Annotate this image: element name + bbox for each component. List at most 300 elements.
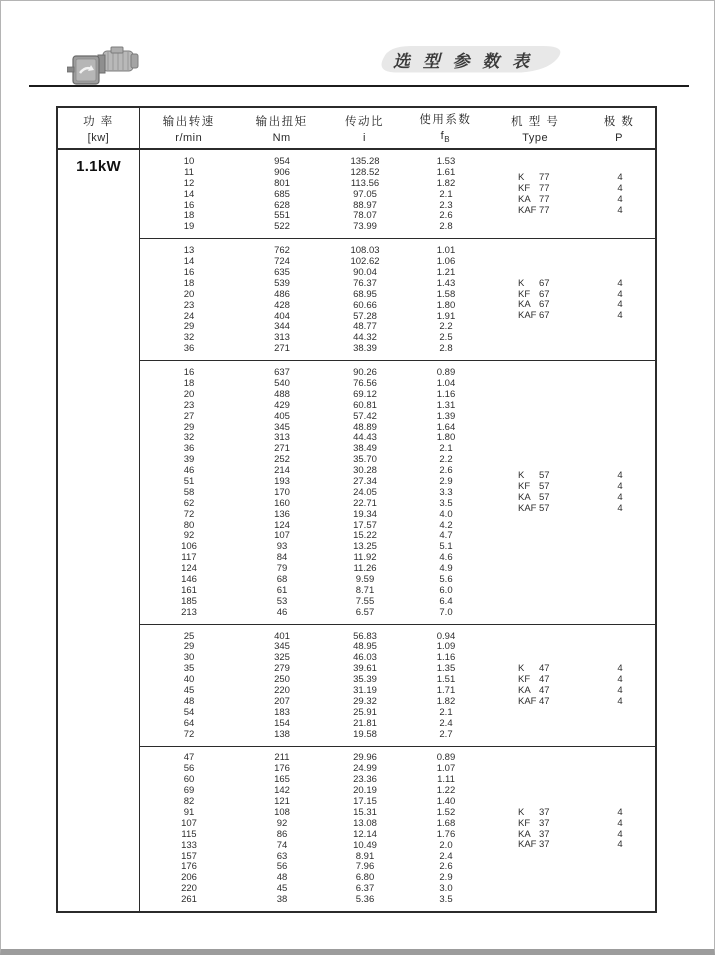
cell-torque: 56: [276, 861, 288, 873]
type-row: [488, 205, 656, 216]
cell-factor: 1.09: [436, 641, 456, 653]
cell-speed: 106: [181, 541, 197, 553]
cell-torque: 68: [276, 574, 288, 586]
cell-factor: 1.11: [437, 774, 455, 786]
cell-torque: 46: [276, 606, 288, 618]
header-service-factor-zh: 使用系数: [419, 114, 472, 127]
cell-factor: 1.58: [436, 288, 456, 300]
cell-ratio: 44.32: [353, 332, 377, 344]
model-series: KA: [518, 194, 531, 206]
cell-factor: 1.68: [436, 817, 456, 829]
cell-factor: 2.5: [439, 332, 453, 344]
model-size: 77: [539, 194, 550, 206]
cell-speed: 72: [183, 508, 195, 520]
cell-ratio: 60.66: [353, 299, 377, 311]
model-series: K: [518, 172, 525, 184]
pole-count: 4: [617, 674, 623, 686]
table-row: [140, 763, 655, 774]
cell-torque: 108: [274, 806, 290, 818]
cell-torque: 279: [274, 663, 290, 675]
cell-factor: 1.04: [436, 377, 456, 389]
model-type: [488, 685, 584, 696]
header-torque-zh: 输出扭矩: [255, 115, 308, 128]
cell-factor: 1.61: [436, 166, 456, 178]
cell-ratio: 102.62: [350, 256, 380, 268]
header-ratio-zh: 传动比: [344, 115, 384, 128]
model-size: 47: [539, 674, 550, 686]
cell-factor: 2.9: [439, 476, 453, 487]
cell-ratio: 31.19: [353, 685, 377, 697]
cell-ratio: 9.59: [355, 574, 375, 586]
cell-speed: 36: [183, 443, 195, 455]
cell-torque: 138: [274, 728, 290, 740]
model-size: 77: [539, 172, 550, 184]
model-series: KA: [518, 299, 531, 311]
header-power: [58, 108, 140, 148]
cell-torque: 214: [274, 465, 290, 477]
cell-speed: 91: [183, 806, 195, 818]
model-series: KF: [518, 183, 531, 195]
cell-torque: 540: [274, 377, 290, 389]
header-power-zh: 功 率: [83, 115, 114, 128]
table-row: [140, 774, 655, 785]
cell-speed: 54: [183, 706, 195, 718]
cell-torque: 207: [274, 695, 290, 707]
cell-torque: 801: [274, 177, 290, 189]
model-size: 47: [539, 685, 550, 697]
cell-torque: 124: [274, 519, 290, 531]
cell-torque: 628: [274, 199, 290, 211]
table-row: [140, 256, 655, 267]
model-series: KA: [518, 828, 531, 840]
table-row: [140, 531, 655, 542]
pole-count: 4: [617, 685, 623, 697]
cell-speed: 185: [181, 595, 197, 607]
cell-factor: 2.2: [439, 321, 453, 333]
model-series: KAF: [518, 839, 537, 851]
cell-factor: 2.8: [439, 343, 453, 355]
cell-speed: 12: [183, 177, 195, 189]
pole-count: 4: [617, 183, 623, 195]
cell-factor: 1.01: [436, 245, 456, 257]
table-row: [140, 894, 655, 905]
cell-factor: 1.07: [436, 763, 456, 775]
type-row: [488, 183, 656, 194]
cell-factor: 1.80: [436, 299, 456, 311]
cell-speed: 47: [183, 752, 195, 764]
header-type-en: Type: [522, 131, 549, 144]
model-size: 57: [539, 481, 550, 493]
cell-factor: 3.3: [439, 486, 453, 498]
model-type: [488, 696, 584, 707]
table-row: [140, 267, 655, 278]
cell-speed: 20: [183, 388, 195, 400]
table-row: [140, 156, 655, 167]
table-row: [140, 443, 655, 454]
model-size: 37: [539, 839, 550, 851]
cell-torque: 635: [274, 266, 290, 278]
model-series: K: [518, 470, 525, 482]
cell-ratio: 48.77: [353, 321, 377, 333]
cell-factor: 6.0: [439, 584, 453, 596]
pole-count: 4: [617, 194, 623, 206]
header-torque: [238, 108, 326, 148]
model-size: 37: [539, 817, 550, 829]
cell-ratio: 5.36: [355, 894, 375, 906]
cell-factor: 3.5: [439, 497, 453, 509]
type-row: [488, 311, 656, 322]
cell-torque: 685: [274, 188, 290, 200]
table-section: [140, 361, 655, 624]
cell-factor: 2.3: [439, 199, 453, 211]
cell-factor: 4.9: [439, 563, 453, 575]
cell-torque: 86: [276, 828, 288, 840]
cell-factor: 5.6: [439, 574, 453, 586]
cell-torque: 176: [274, 763, 290, 775]
pole-count: 4: [617, 481, 623, 493]
cell-factor: 1.31: [436, 399, 456, 411]
cell-torque: 906: [274, 166, 290, 178]
cell-ratio: 46.03: [353, 652, 377, 664]
cell-speed: 40: [183, 674, 195, 686]
table-row: [140, 883, 655, 894]
type-row: [488, 663, 656, 674]
cell-torque: 121: [274, 796, 290, 808]
model-type: [488, 289, 584, 300]
cell-speed: 133: [181, 839, 197, 851]
cell-factor: 2.6: [439, 210, 453, 222]
cell-torque: 220: [274, 685, 290, 697]
selection-table: [56, 106, 657, 913]
cell-ratio: 73.99: [353, 221, 377, 233]
cell-speed: 13: [183, 245, 195, 257]
table-section: [140, 239, 655, 361]
table-row: [140, 432, 655, 443]
cell-speed: 24: [183, 310, 195, 322]
header-divider: [29, 85, 689, 87]
cell-torque: 160: [274, 497, 290, 509]
cell-ratio: 17.15: [353, 796, 377, 808]
type-row: [488, 503, 656, 514]
model-type: [488, 674, 584, 685]
table-row: [140, 574, 655, 585]
model-type: [488, 503, 584, 514]
cell-torque: 170: [274, 486, 290, 498]
cell-ratio: 11.26: [353, 563, 377, 575]
cell-factor: 0.94: [436, 630, 456, 642]
cell-ratio: 57.42: [353, 410, 377, 422]
cell-factor: 5.1: [439, 541, 453, 553]
cell-ratio: 76.37: [353, 277, 377, 289]
cell-ratio: 97.05: [353, 188, 377, 200]
page-title-badge: [375, 45, 569, 73]
table-row: [140, 520, 655, 531]
cell-factor: 1.76: [436, 828, 456, 840]
cell-ratio: 113.56: [350, 177, 380, 189]
cell-factor: 0.89: [436, 367, 456, 379]
cell-factor: 2.4: [439, 717, 453, 729]
cell-ratio: 39.61: [353, 663, 377, 675]
cell-factor: 1.51: [436, 674, 456, 686]
cell-factor: 2.6: [439, 861, 453, 873]
table-row: [140, 321, 655, 332]
cell-ratio: 20.19: [353, 785, 377, 797]
header-ratio-unit: i: [363, 131, 366, 144]
cell-factor: 1.35: [436, 663, 456, 675]
cell-speed: 18: [183, 210, 195, 222]
type-row: [488, 840, 656, 851]
cell-speed: 29: [183, 641, 195, 653]
cell-torque: 74: [276, 839, 288, 851]
cell-torque: 38: [276, 894, 288, 906]
cell-speed: 72: [183, 728, 195, 740]
cell-factor: 1.53: [436, 155, 456, 167]
pole-count: 4: [617, 828, 623, 840]
cell-factor: 2.6: [439, 465, 453, 477]
cell-torque: 488: [274, 388, 290, 400]
pole-count: 4: [617, 503, 623, 515]
cell-ratio: 8.71: [355, 584, 375, 596]
cell-torque: 63: [276, 850, 288, 862]
cell-ratio: 19.34: [353, 508, 377, 520]
power-rating: 1.1kW: [58, 150, 140, 911]
cell-speed: 36: [183, 343, 195, 355]
pole-count: 4: [617, 310, 623, 322]
cell-torque: 93: [276, 541, 288, 553]
table-row: [140, 631, 655, 642]
cell-torque: 344: [274, 321, 290, 333]
cell-ratio: 23.36: [353, 774, 377, 786]
cell-speed: 16: [183, 266, 195, 278]
cell-speed: 92: [183, 530, 195, 542]
cell-speed: 16: [183, 367, 195, 379]
model-size: 67: [539, 277, 550, 289]
cell-factor: 1.71: [436, 685, 456, 697]
model-series: K: [518, 663, 525, 675]
model-size: 47: [539, 663, 550, 675]
cell-factor: 1.06: [436, 256, 456, 268]
model-series: KAF: [518, 695, 537, 707]
header-speed: [140, 108, 238, 148]
model-type: [488, 278, 584, 289]
cell-ratio: 57.28: [353, 310, 377, 322]
cell-speed: 23: [183, 299, 195, 311]
cell-ratio: 13.08: [353, 817, 377, 829]
cell-factor: 1.16: [436, 388, 456, 400]
cell-ratio: 15.31: [353, 806, 377, 818]
cell-speed: 16: [183, 199, 195, 211]
pole-count: 4: [617, 277, 623, 289]
model-type: [488, 492, 584, 503]
cell-torque: 539: [274, 277, 290, 289]
cell-factor: 2.1: [439, 443, 453, 455]
table-sections: [140, 150, 655, 911]
pole-count: 4: [617, 663, 623, 675]
cell-torque: 53: [276, 595, 288, 607]
cell-speed: 32: [183, 432, 195, 444]
cell-ratio: 35.39: [353, 674, 377, 686]
cell-speed: 69: [183, 785, 195, 797]
cell-speed: 56: [183, 763, 195, 775]
cell-factor: 2.7: [439, 728, 453, 740]
cell-ratio: 44.43: [353, 432, 377, 444]
cell-torque: 183: [274, 706, 290, 718]
cell-speed: 14: [183, 188, 195, 200]
cell-speed: 14: [183, 256, 195, 268]
cell-factor: 1.64: [436, 421, 456, 433]
cell-torque: 345: [274, 421, 290, 433]
cell-torque: 325: [274, 652, 290, 664]
cell-speed: 161: [181, 584, 197, 596]
cell-torque: 401: [274, 630, 290, 642]
header-poles: [583, 108, 655, 148]
cell-torque: 429: [274, 399, 290, 411]
pole-count: 4: [617, 695, 623, 707]
cell-factor: 7.0: [439, 606, 453, 618]
cell-speed: 29: [183, 321, 195, 333]
cell-torque: 405: [274, 410, 290, 422]
model-series: KAF: [518, 204, 537, 216]
model-type: [488, 840, 584, 851]
table-header-row: [58, 108, 655, 150]
cell-torque: 252: [274, 454, 290, 466]
model-size: 67: [539, 288, 550, 300]
cell-factor: 1.40: [436, 796, 456, 808]
cell-torque: 486: [274, 288, 290, 300]
cell-speed: 82: [183, 796, 195, 808]
cell-ratio: 90.04: [353, 266, 377, 278]
cell-torque: 313: [274, 432, 290, 444]
cell-factor: 2.1: [439, 706, 453, 718]
header-power-unit: [kw]: [87, 131, 110, 144]
model-series: KF: [518, 288, 531, 300]
type-row: [488, 674, 656, 685]
cell-speed: 176: [181, 861, 197, 873]
cell-torque: 165: [274, 774, 290, 786]
model-series: KAF: [518, 503, 537, 515]
model-type: [488, 183, 584, 194]
table-row: [140, 400, 655, 411]
cell-torque: 154: [274, 717, 290, 729]
model-series: KA: [518, 492, 531, 504]
type-row: [488, 194, 656, 205]
pole-count: 4: [617, 806, 623, 818]
cell-ratio: 29.32: [353, 695, 377, 707]
cell-factor: 2.2: [439, 454, 453, 466]
cell-factor: 1.82: [436, 695, 456, 707]
pole-count: 4: [617, 492, 623, 504]
cell-ratio: 35.70: [353, 454, 377, 466]
cell-ratio: 17.57: [353, 519, 377, 531]
table-row: [140, 861, 655, 872]
type-row: [488, 300, 656, 311]
table-row: [140, 343, 655, 354]
pole-count: 4: [617, 204, 623, 216]
cell-torque: 724: [274, 256, 290, 268]
cell-speed: 30: [183, 652, 195, 664]
cell-speed: 115: [181, 828, 197, 840]
cell-factor: 1.43: [436, 277, 456, 289]
model-type: [488, 663, 584, 674]
cell-ratio: 90.26: [353, 367, 377, 379]
cell-ratio: 48.89: [353, 421, 377, 433]
cell-speed: 51: [183, 476, 195, 487]
cell-speed: 261: [181, 894, 197, 906]
cell-factor: 1.82: [436, 177, 456, 189]
cell-ratio: 24.99: [353, 763, 377, 775]
cell-torque: 522: [274, 221, 290, 233]
table-row: [140, 729, 655, 740]
cell-ratio: 7.96: [355, 861, 375, 873]
cell-speed: 25: [183, 630, 195, 642]
model-series: KAF: [518, 310, 537, 322]
table-row: [140, 454, 655, 465]
cell-speed: 10: [183, 155, 195, 167]
cell-ratio: 76.56: [353, 377, 377, 389]
cell-ratio: 24.05: [353, 486, 377, 498]
cell-factor: 1.39: [436, 410, 456, 422]
cell-speed: 18: [183, 277, 195, 289]
cell-torque: 345: [274, 641, 290, 653]
cell-ratio: 38.39: [353, 343, 377, 355]
cell-ratio: 21.81: [353, 717, 377, 729]
type-row: [488, 696, 656, 707]
model-size: 57: [539, 492, 550, 504]
cell-factor: 0.89: [436, 752, 456, 764]
model-series: K: [518, 277, 525, 289]
cell-ratio: 38.49: [353, 443, 377, 455]
table-row: [140, 389, 655, 400]
header-speed-zh: 输出转速: [162, 115, 215, 128]
cell-ratio: 11.92: [353, 552, 377, 564]
header-service-factor-symbol: $f_B$: [440, 130, 451, 145]
cell-speed: 19: [183, 221, 195, 233]
cell-speed: 64: [183, 717, 195, 729]
model-type: [488, 311, 584, 322]
model-size: 57: [539, 503, 550, 515]
cell-speed: 29: [183, 421, 195, 433]
cell-ratio: 13.25: [353, 541, 377, 553]
cell-ratio: 68.95: [353, 288, 377, 300]
pole-count: 4: [617, 839, 623, 851]
table-row: [140, 851, 655, 862]
table-row: [140, 563, 655, 574]
cell-factor: 1.91: [436, 310, 456, 322]
type-row: [488, 807, 656, 818]
table-row: [140, 552, 655, 563]
cell-torque: 428: [274, 299, 290, 311]
table-row: [140, 541, 655, 552]
model-type: [488, 481, 584, 492]
cell-torque: 271: [274, 443, 290, 455]
cell-speed: 157: [181, 850, 197, 862]
cell-speed: 213: [181, 606, 197, 618]
cell-torque: 313: [274, 332, 290, 344]
cell-torque: 271: [274, 343, 290, 355]
cell-torque: 92: [276, 817, 288, 829]
table-row: [140, 652, 655, 663]
cell-speed: 11: [184, 166, 194, 178]
table-row: [140, 585, 655, 596]
cell-ratio: 27.34: [353, 476, 377, 487]
header-ratio: [326, 108, 404, 148]
cell-speed: 20: [183, 288, 195, 300]
cell-factor: 2.4: [439, 850, 453, 862]
cell-ratio: 69.12: [353, 388, 377, 400]
cell-factor: 3.0: [439, 883, 453, 895]
cell-ratio: 6.80: [355, 872, 375, 884]
cell-factor: 4.6: [439, 552, 453, 564]
